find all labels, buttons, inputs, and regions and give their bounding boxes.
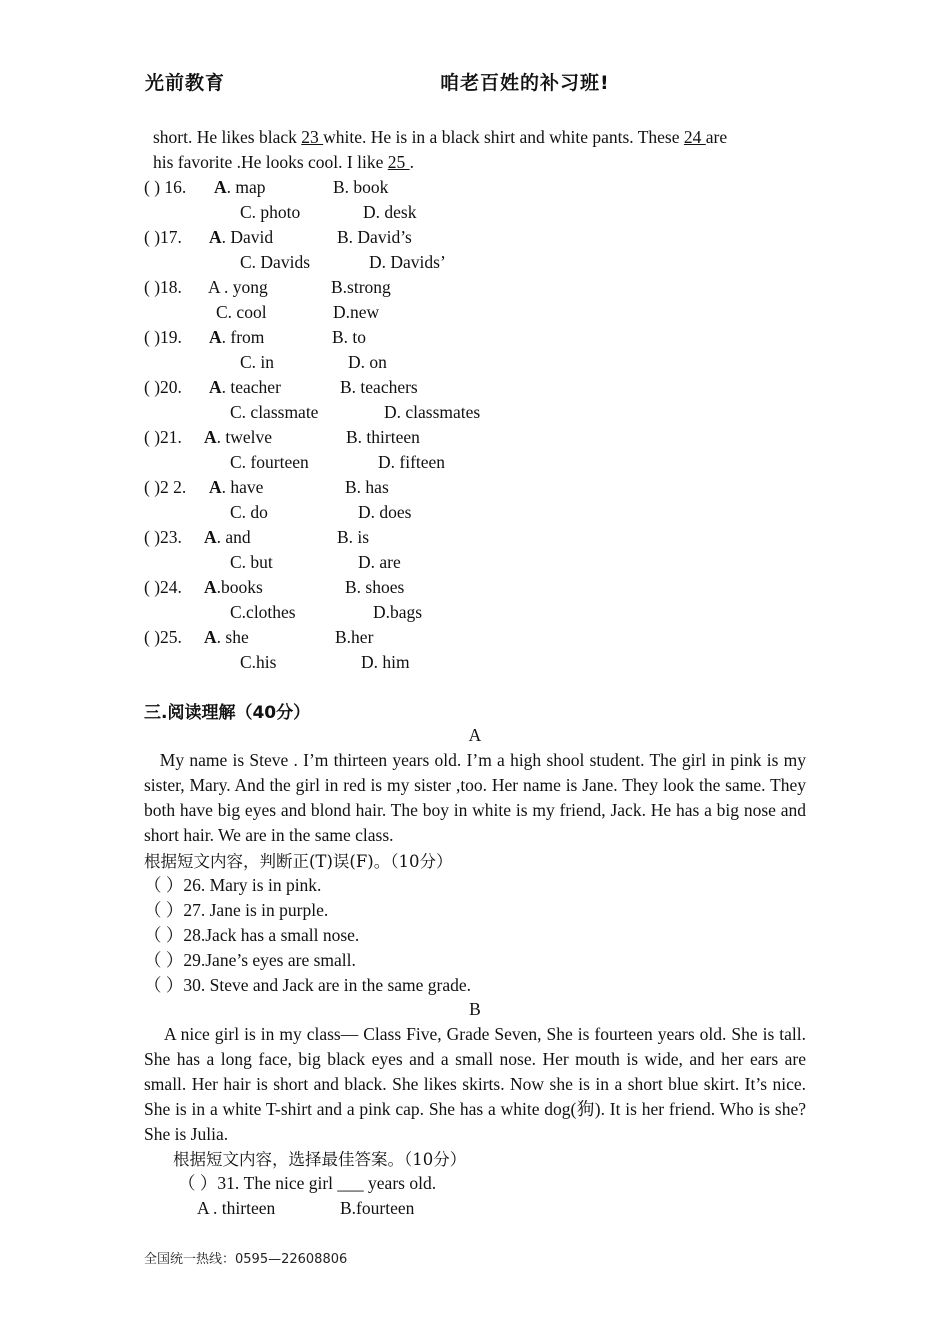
header-left: 光前教育	[145, 72, 226, 94]
option-a: A. and	[204, 527, 251, 547]
question-number: ( )23.	[144, 527, 182, 547]
option-b: B. book	[333, 177, 389, 197]
option-d: D.bags	[373, 602, 423, 622]
option-a: A. from	[209, 327, 265, 347]
option-c: C. in	[240, 352, 275, 372]
option-c: C. cool	[216, 302, 267, 322]
option-c: C. Davids	[240, 252, 310, 272]
option-b: B. thirteen	[346, 427, 420, 447]
option-a: A. have	[209, 477, 264, 497]
option-b: B. to	[332, 327, 367, 347]
option-a: A. map	[214, 177, 266, 197]
tf-item: （ ）26. Mary is in pink.	[144, 875, 322, 895]
option-a: A. twelve	[204, 427, 273, 447]
q31-option-b: B.fourteen	[340, 1198, 415, 1218]
option-b: B. has	[345, 477, 389, 497]
option-a: A.books	[204, 577, 263, 597]
question-number: ( )17.	[144, 227, 182, 247]
tf-item: （ ）27. Jane is in purple.	[144, 900, 329, 920]
option-a: A. David	[209, 227, 274, 247]
passage-a-label: A	[468, 725, 482, 745]
question-number: ( )19.	[144, 327, 182, 347]
option-d: D. fifteen	[378, 452, 446, 472]
option-b: B.her	[335, 627, 374, 647]
q31-option-a: A . thirteen	[197, 1198, 276, 1218]
option-d: D.new	[333, 302, 380, 322]
option-b: B.strong	[331, 277, 391, 297]
blank-24: 24	[683, 127, 706, 147]
cloze-line-1: short. He likes black 23 white. He is in a black shirt and white pants. These 24 are	[153, 127, 728, 147]
option-d: D. are	[358, 552, 401, 572]
option-c: C. photo	[240, 202, 301, 222]
option-d: D. does	[358, 502, 412, 522]
question-number: ( )25.	[144, 627, 182, 647]
option-d: D. Davids’	[369, 252, 446, 272]
option-b: B. is	[337, 527, 370, 547]
question-number: ( )18.	[144, 277, 182, 297]
option-d: D. him	[361, 652, 410, 672]
question-number: ( )24.	[144, 577, 182, 597]
blank-23: 23	[301, 127, 324, 147]
option-d: D. desk	[363, 202, 417, 222]
passage-b-text: A nice girl is in my class— Class Five, Grade Seven, She is fourteen years old. She is tall. She has a long face, big black eyes and a small nose. Her mouth is wide, and her ears are small. Her hair is short and black. She likes skirts. Now she is in a short blue skirt. It’s nice. She is in a white T-shirt and a pink cap. She has a white dog(狗). It is her friend. Who is she? She is Julia.	[144, 1024, 811, 1144]
option-d: D. on	[348, 352, 387, 372]
option-b: B. shoes	[345, 577, 405, 597]
option-a: A. teacher	[209, 377, 281, 397]
option-c: C. classmate	[230, 402, 319, 422]
section-title: 三.阅读理解（40分）	[144, 703, 311, 723]
option-c: C. do	[230, 502, 268, 522]
passage-b-label: B	[469, 999, 481, 1019]
question-number: ( )20.	[144, 377, 182, 397]
option-c: C.his	[240, 652, 277, 672]
option-c: C.clothes	[230, 602, 296, 622]
question-number: ( )2 2.	[144, 477, 187, 497]
option-a: A. she	[204, 627, 249, 647]
passage-b-instruction: 根据短文内容，选择最佳答案。（10分）	[173, 1150, 467, 1169]
option-a: A . yong	[208, 277, 268, 297]
footer-hotline: 全国统一热线：0595—22608806	[144, 1252, 348, 1267]
header-right: 咱老百姓的补习班!	[440, 72, 610, 94]
tf-item: （ ）29.Jane’s eyes are small.	[144, 950, 356, 970]
cloze-line-2: his favorite .He looks cool. I like 25 .	[153, 152, 414, 172]
question-31: （ ）31. The nice girl ___ years old.	[178, 1173, 437, 1193]
option-b: B. teachers	[340, 377, 418, 397]
option-c: C. but	[230, 552, 273, 572]
tf-item: （ ）28.Jack has a small nose.	[144, 925, 360, 945]
option-c: C. fourteen	[230, 452, 309, 472]
question-number: ( )21.	[144, 427, 182, 447]
passage-a-instruction: 根据短文内容，判断正(T)误(F)。（10分）	[144, 852, 453, 871]
option-d: D. classmates	[384, 402, 481, 422]
question-number: ( ) 16.	[144, 177, 187, 197]
tf-item: （ ）30. Steve and Jack are in the same grade.	[144, 975, 472, 995]
passage-a-text: My name is Steve . I’m thirteen years old. I’m a high shool student. The girl in pink is my sister, Mary. And the girl in red is my sister ,too. Her name is Jane. They look the same. They both have big eyes and blond hair. The boy in white is my friend, Jack. He has a big nose and short hair. We are in the same class.	[144, 750, 811, 845]
blank-25: 25	[387, 152, 410, 172]
option-b: B. David’s	[337, 227, 412, 247]
